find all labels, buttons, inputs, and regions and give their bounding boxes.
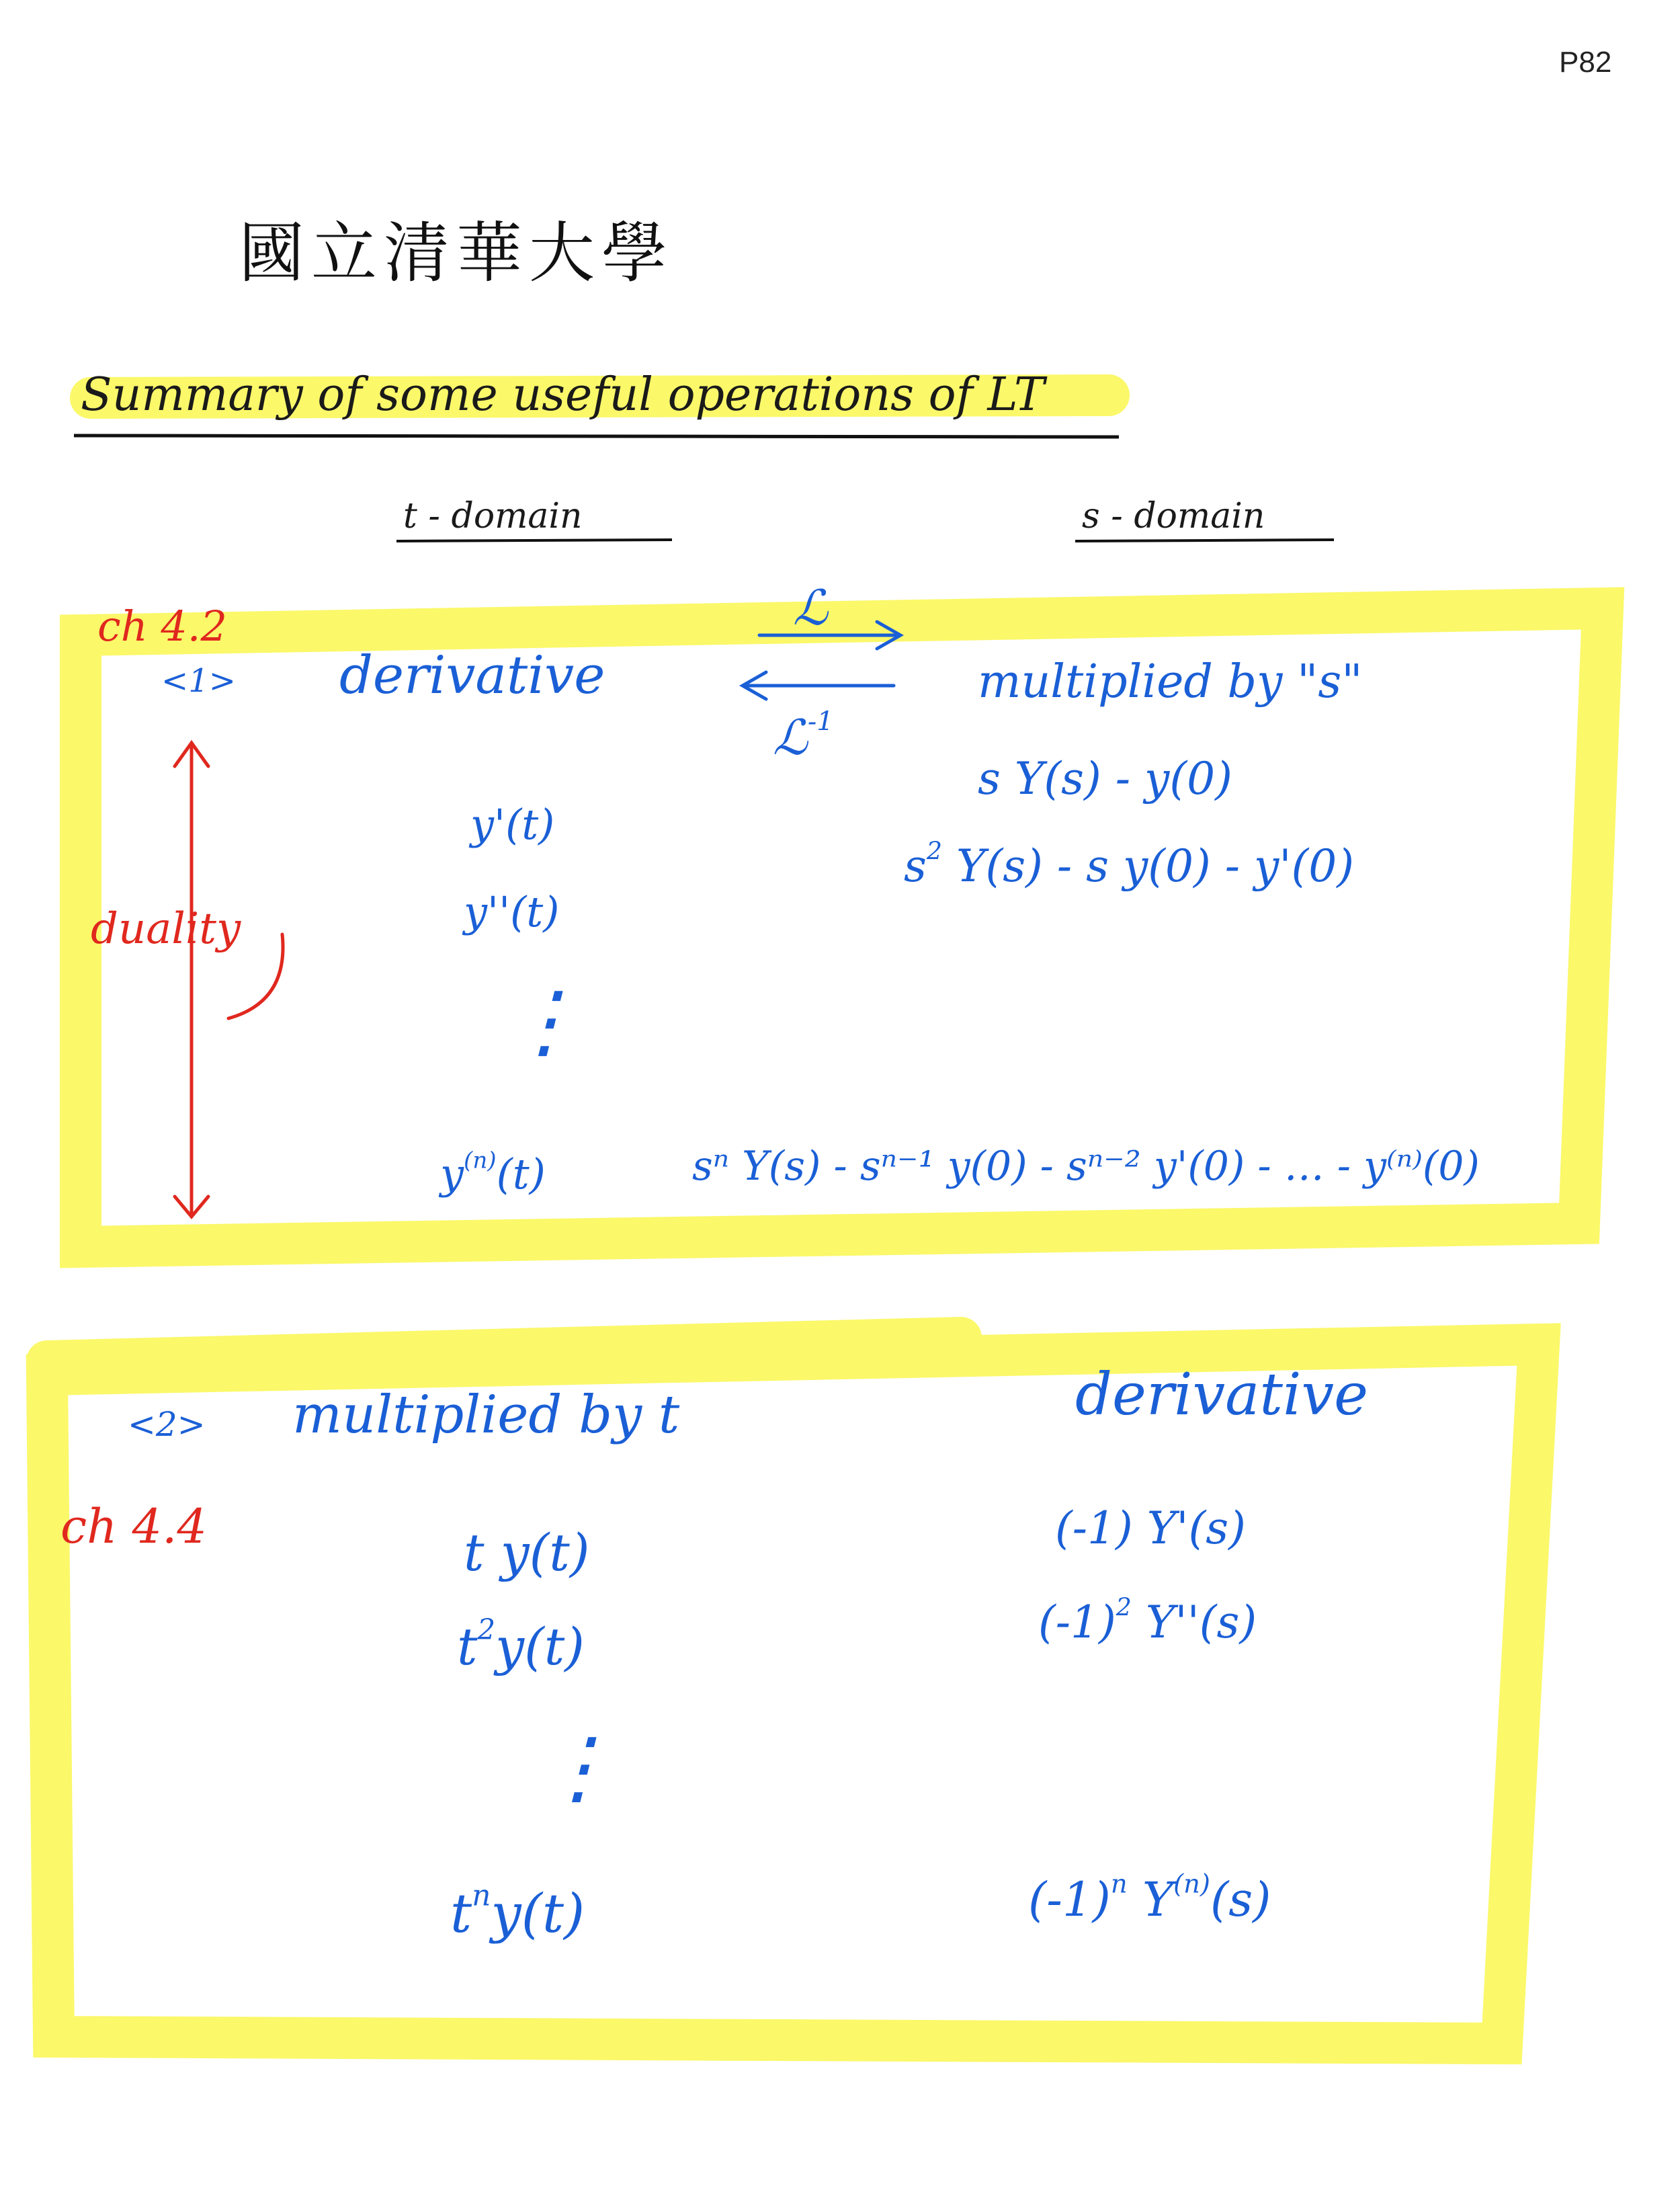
summary-title: Summary of some useful operations of LT: [81, 368, 1045, 421]
s2-row2-s-expression: $(-1)^2$ Y''(s): [1038, 1592, 1257, 1648]
t-domain-header: t - domain: [403, 496, 583, 536]
row4-s-expression: sⁿ Y(s) - sⁿ⁻¹ y(0) - sⁿ⁻² y'(0) - … - y⁽ⁿ⁾(0): [692, 1143, 1480, 1190]
row1-t-expression: y'(t): [470, 800, 555, 849]
section1-s-operation: multiplied by "s": [978, 655, 1363, 708]
inverse-laplace-symbol: ℒ$^{-1}$: [773, 706, 834, 766]
page-number: P82: [1559, 46, 1612, 79]
section2-box-highlight: [47, 1338, 1539, 2043]
duality-label: duality: [91, 904, 241, 954]
section2-s-operation: derivative: [1075, 1361, 1368, 1428]
row3-vertical-ellipsis: ⋮: [504, 975, 585, 1068]
s2-row1-t-expression: t y(t): [464, 1523, 590, 1582]
row2-s-expression: $s^2$ Y(s) - s y(0) - y'(0): [904, 836, 1354, 892]
institution-name: 國立清華大學: [239, 215, 675, 292]
s2-row4-s-expression: $(-1)^n$ $Y^{(n)}(s)$: [1028, 1869, 1271, 1927]
double-arrow-icon: [175, 743, 208, 1217]
s2-row1-s-expression: (-1) Y'(s): [1055, 1502, 1246, 1554]
section2-chapter-label: ch 4.4: [60, 1499, 207, 1554]
row1-s-expression: s Y(s) - y(0): [978, 753, 1232, 805]
section1-chapter-label: ch 4.2: [97, 602, 227, 651]
section2-t-operation: multiplied by t: [292, 1385, 680, 1445]
row4-t-expression: $y^{(n)}(t)$: [440, 1147, 546, 1199]
section2-index: <2>: [128, 1405, 206, 1444]
s2-row3-vertical-ellipsis: ⋮: [538, 1721, 618, 1814]
s2-row4-t-expression: $t^ny(t)$: [450, 1878, 585, 1945]
s-domain-header: s - domain: [1082, 496, 1265, 536]
s2-row2-t-expression: $t^2y(t)$: [457, 1613, 585, 1676]
section1-t-operation: derivative: [339, 645, 605, 706]
row2-t-expression: y''(t): [464, 887, 560, 936]
laplace-symbol: ℒ: [793, 579, 828, 636]
section1-index: <1>: [161, 662, 236, 700]
